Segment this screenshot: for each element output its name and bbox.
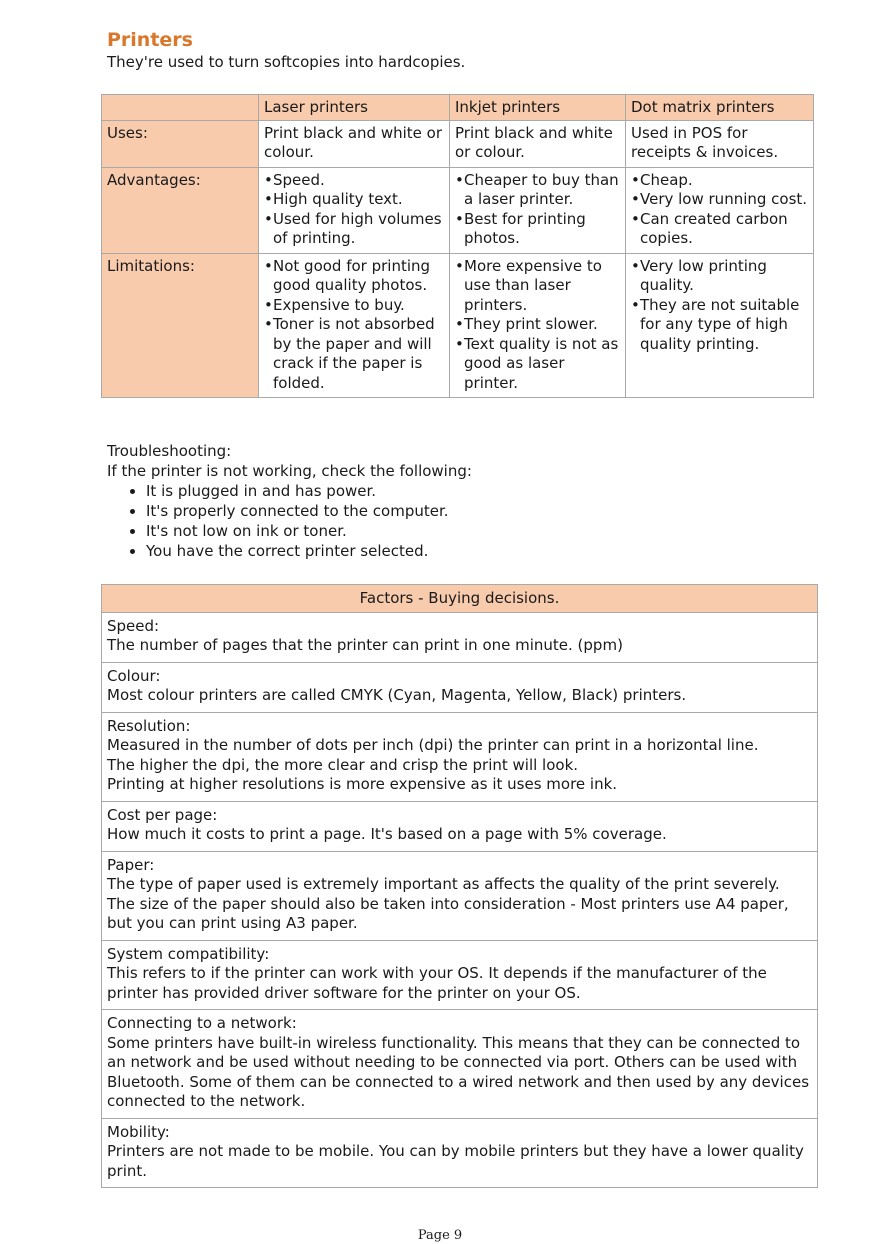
- comparison-cell: [259, 253, 450, 398]
- factor-heading: Speed:: [107, 616, 160, 635]
- factor-description: How much it costs to print a page. It's based on a page with 5% coverage.: [107, 825, 667, 843]
- comparison-cell: [626, 167, 814, 253]
- cell-bullet-item: • Expensive to buy.: [264, 296, 444, 316]
- factor-heading: Connecting to a network:: [107, 1014, 297, 1032]
- factor-row: [102, 1010, 818, 1119]
- comparison-cell: Print black and white or colour.: [259, 120, 450, 167]
- cell-bullet-list: [631, 257, 808, 355]
- page-title: Printers: [107, 29, 193, 51]
- factor-heading: Paper:: [107, 855, 155, 874]
- factor-cell: [102, 801, 818, 851]
- factor-row: [102, 1118, 818, 1188]
- factor-description: This refers to if the printer can work with your OS. It depends if the manufacturer of the printer has provided driver software for the printer on your OS.: [107, 964, 767, 1002]
- troubleshooting-section: [107, 441, 807, 561]
- cell-bullet-item: • Very low printing quality.: [631, 257, 808, 296]
- factor-description: Most colour printers are called CMYK (Cyan, Magenta, Yellow, Black) printers.: [107, 686, 687, 704]
- column-header-laser: Laser printers: [259, 95, 450, 121]
- factor-description: Measured in the number of dots per inch (dpi) the printer can print in a horizontal line. The higher the dpi, the more clear and crisp the print will look. Printing at higher resolutions is more expensive as it uses more ink.: [107, 736, 759, 793]
- cell-bullet-item: • Not good for printing good quality photos.: [264, 257, 444, 296]
- factor-heading: Resolution:: [107, 716, 191, 735]
- cell-bullet-list: [455, 171, 620, 249]
- factors-header: Factors - Buying decisions.: [102, 585, 818, 613]
- row-label: Limitations:: [102, 253, 259, 398]
- factor-description: The type of paper used is extremely important as affects the quality of the print severely. The size of the paper should also be taken into consideration - Most printers use A4 paper, but you can print using A3 paper.: [107, 875, 789, 932]
- factor-description: Some printers have built-in wireless functionality. This means that they can be connected to an network and be used without needing to be connected via port. Others can be used with Bluetooth. Some of them can be connected to a wired network and then used by any devices connected to the network.: [107, 1033, 810, 1110]
- column-header-dot-matrix: Dot matrix printers: [626, 95, 814, 121]
- page-number: Page 9: [417, 1228, 463, 1243]
- comparison-header-row: [102, 95, 814, 121]
- cell-bullet-item: • Used for high volumes of printing.: [264, 210, 444, 249]
- comparison-cell: [626, 253, 814, 398]
- factor-cell: [102, 940, 818, 1010]
- comparison-row: [102, 253, 814, 398]
- troubleshooting-heading: Troubleshooting:: [107, 442, 232, 460]
- comparison-cell: [450, 253, 626, 398]
- troubleshooting-item: • It's not low on ink or toner.: [146, 521, 807, 541]
- cell-bullet-item: • Cheaper to buy than a laser printer.: [455, 171, 620, 210]
- cell-bullet-item: • They print slower.: [455, 315, 620, 335]
- factor-row: [102, 940, 818, 1010]
- row-label: Advantages:: [102, 167, 259, 253]
- cell-bullet-list: [455, 257, 620, 394]
- cell-bullet-item: • Text quality is not as good as laser printer.: [455, 335, 620, 394]
- troubleshooting-list: [107, 481, 807, 561]
- factor-cell: [102, 712, 818, 801]
- printer-comparison-table: [101, 94, 814, 398]
- factor-row: [102, 662, 818, 712]
- cell-bullet-item: • Can created carbon copies.: [631, 210, 808, 249]
- comparison-cell: Used in POS for receipts & invoices.: [626, 120, 814, 167]
- factor-description: The number of pages that the printer can print in one minute. (ppm): [107, 636, 623, 654]
- comparison-corner-cell: [102, 95, 259, 121]
- column-header-inkjet: Inkjet printers: [450, 95, 626, 121]
- factor-cell: [102, 662, 818, 712]
- comparison-cell: Print black and white or colour.: [450, 120, 626, 167]
- factor-description: Printers are not made to be mobile. You can by mobile printers but they have a lower quality print.: [107, 1142, 804, 1180]
- comparison-row: [102, 120, 814, 167]
- factor-row: [102, 712, 818, 801]
- row-label: Uses:: [102, 120, 259, 167]
- troubleshooting-item: • You have the correct printer selected.: [146, 541, 807, 561]
- factor-cell: [102, 1010, 818, 1119]
- comparison-cell: [259, 167, 450, 253]
- cell-bullet-list: [631, 171, 808, 249]
- buying-factors-table: [101, 584, 818, 1188]
- factor-cell: [102, 1118, 818, 1188]
- troubleshooting-item: • It's properly connected to the computer.: [146, 501, 807, 521]
- comparison-row: [102, 167, 814, 253]
- factor-heading: Colour:: [107, 666, 161, 685]
- cell-bullet-item: • Best for printing photos.: [455, 210, 620, 249]
- factor-row: [102, 612, 818, 662]
- troubleshooting-item: • It is plugged in and has power.: [146, 481, 807, 501]
- factor-row: [102, 851, 818, 940]
- factor-heading: System compatibility:: [107, 944, 270, 963]
- factor-cell: [102, 851, 818, 940]
- cell-bullet-item: • Very low running cost.: [631, 190, 808, 210]
- cell-bullet-item: • More expensive to use than laser printers.: [455, 257, 620, 316]
- factor-cell: [102, 612, 818, 662]
- cell-bullet-list: [264, 257, 444, 394]
- factor-row: [102, 801, 818, 851]
- cell-bullet-item: • Speed.: [264, 171, 444, 191]
- troubleshooting-intro: If the printer is not working, check the following:: [107, 462, 472, 480]
- comparison-cell: [450, 167, 626, 253]
- cell-bullet-item: • They are not suitable for any type of high quality printing.: [631, 296, 808, 355]
- page-subtitle: They're used to turn softcopies into hardcopies.: [107, 53, 466, 71]
- cell-bullet-item: • Cheap.: [631, 171, 808, 191]
- cell-bullet-item: • High quality text.: [264, 190, 444, 210]
- cell-bullet-list: [264, 171, 444, 249]
- cell-bullet-item: • Toner is not absorbed by the paper and will crack if the paper is folded.: [264, 315, 444, 393]
- factor-heading: Cost per page:: [107, 805, 218, 824]
- factor-heading: Mobility:: [107, 1122, 170, 1141]
